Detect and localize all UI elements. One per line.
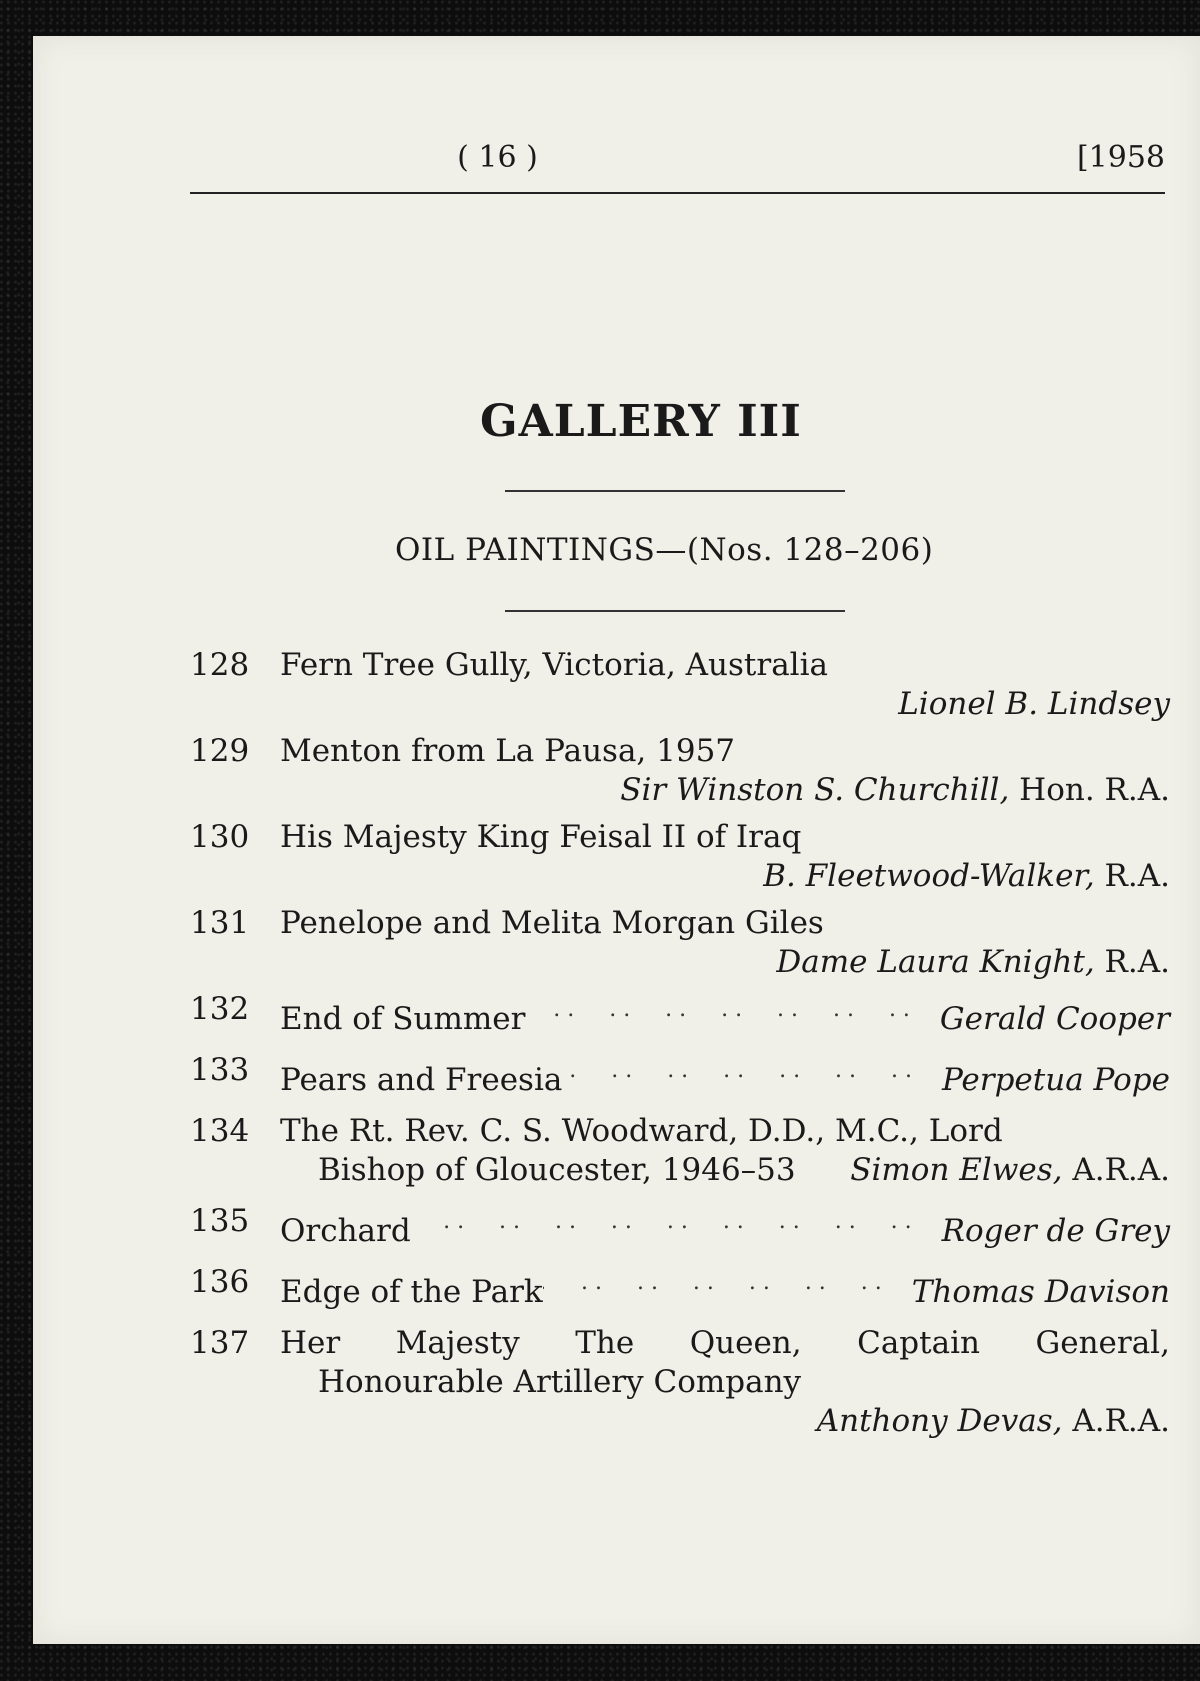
entry-artist: B. Fleetwood-Walker, (763, 858, 1095, 894)
entry-number: 137 (190, 1325, 250, 1361)
catalogue-entry (190, 990, 1170, 1039)
title-word: Her (280, 1325, 341, 1361)
entry-number: 130 (190, 819, 250, 855)
entry-title: Fern Tree Gully, Victoria, Australia (280, 647, 828, 683)
leader-dots (411, 1202, 942, 1241)
entry-number: 134 (190, 1113, 250, 1149)
entry-artist-suffix: R.A. (1094, 858, 1170, 894)
page-year: [1958 (1076, 140, 1165, 175)
title-rule (505, 490, 845, 492)
catalogue-entry (190, 646, 1170, 724)
entry-artist: Dame Laura Knight, (776, 944, 1095, 980)
catalogue-entry (190, 904, 1170, 982)
entry-number: 132 (190, 991, 250, 1027)
entry-number: 136 (190, 1264, 250, 1300)
entry-title: Orchard (280, 1213, 411, 1249)
catalogue-entry (190, 1324, 1170, 1441)
catalogue-entry (190, 1202, 1170, 1251)
title-word: The (575, 1325, 635, 1361)
entry-artist-suffix: Hon. R.A. (1009, 772, 1170, 808)
entry-title-continued: Bishop of Gloucester, 1946–53 (318, 1152, 796, 1188)
section-subtitle: OIL PAINTINGS—(Nos. 128–206) (395, 532, 934, 568)
catalogue-entry (190, 818, 1170, 896)
entry-number: 128 (190, 647, 250, 683)
subtitle-rule (505, 610, 845, 612)
entry-title (190, 1324, 1170, 1363)
entry-title: His Majesty King Feisal II of Iraq (280, 819, 802, 855)
catalogue-entry (190, 732, 1170, 810)
entry-artist: Anthony Devas, (816, 1403, 1063, 1439)
title-word: Captain (857, 1325, 980, 1361)
entry-number: 131 (190, 905, 250, 941)
entry-artist: Lionel B. Lindsey (898, 686, 1170, 722)
entry-title: The Rt. Rev. C. S. Woodward, D.D., M.C., Lord (280, 1113, 1003, 1149)
entry-title-continued: Honourable Artillery Company (318, 1364, 802, 1400)
page-header (190, 140, 1165, 190)
leader-dots (525, 990, 939, 1029)
entry-number: 135 (190, 1203, 250, 1239)
entry-title: Menton from La Pausa, 1957 (280, 733, 736, 769)
catalogue-entry (190, 1112, 1170, 1190)
gallery-title: GALLERY III (480, 396, 802, 447)
entry-artist: Simon Elwes, (850, 1152, 1063, 1188)
header-rule (190, 192, 1165, 194)
entry-number: 133 (190, 1052, 250, 1088)
entry-artist: Perpetua Pope (941, 1062, 1170, 1098)
title-word: Queen, (689, 1325, 802, 1361)
entry-artist: Thomas Davison (911, 1274, 1170, 1310)
entry-title: End of Summer (280, 1001, 526, 1037)
entry-title: Penelope and Melita Morgan Giles (280, 905, 824, 941)
entry-artist: Roger de Grey (941, 1213, 1170, 1249)
entry-artist-suffix: R.A. (1094, 944, 1170, 980)
catalogue-entry (190, 1263, 1170, 1312)
entry-title: Edge of the Park (280, 1274, 543, 1310)
leader-dots (562, 1051, 942, 1090)
page-number: ( 16 ) (457, 140, 538, 175)
title-word: General, (1035, 1325, 1170, 1361)
entry-number: 129 (190, 733, 250, 769)
catalogue-entries (190, 646, 1170, 1441)
entry-artist-suffix: A.R.A. (1062, 1403, 1170, 1439)
entry-artist: Sir Winston S. Churchill, (620, 772, 1010, 808)
entry-artist-suffix: A.R.A. (1062, 1152, 1170, 1188)
entry-artist: Gerald Cooper (939, 1001, 1170, 1037)
catalogue-entry (190, 1051, 1170, 1100)
title-word: Majesty (395, 1325, 520, 1361)
entry-title: Pears and Freesia (280, 1062, 563, 1098)
leader-dots (543, 1263, 912, 1302)
